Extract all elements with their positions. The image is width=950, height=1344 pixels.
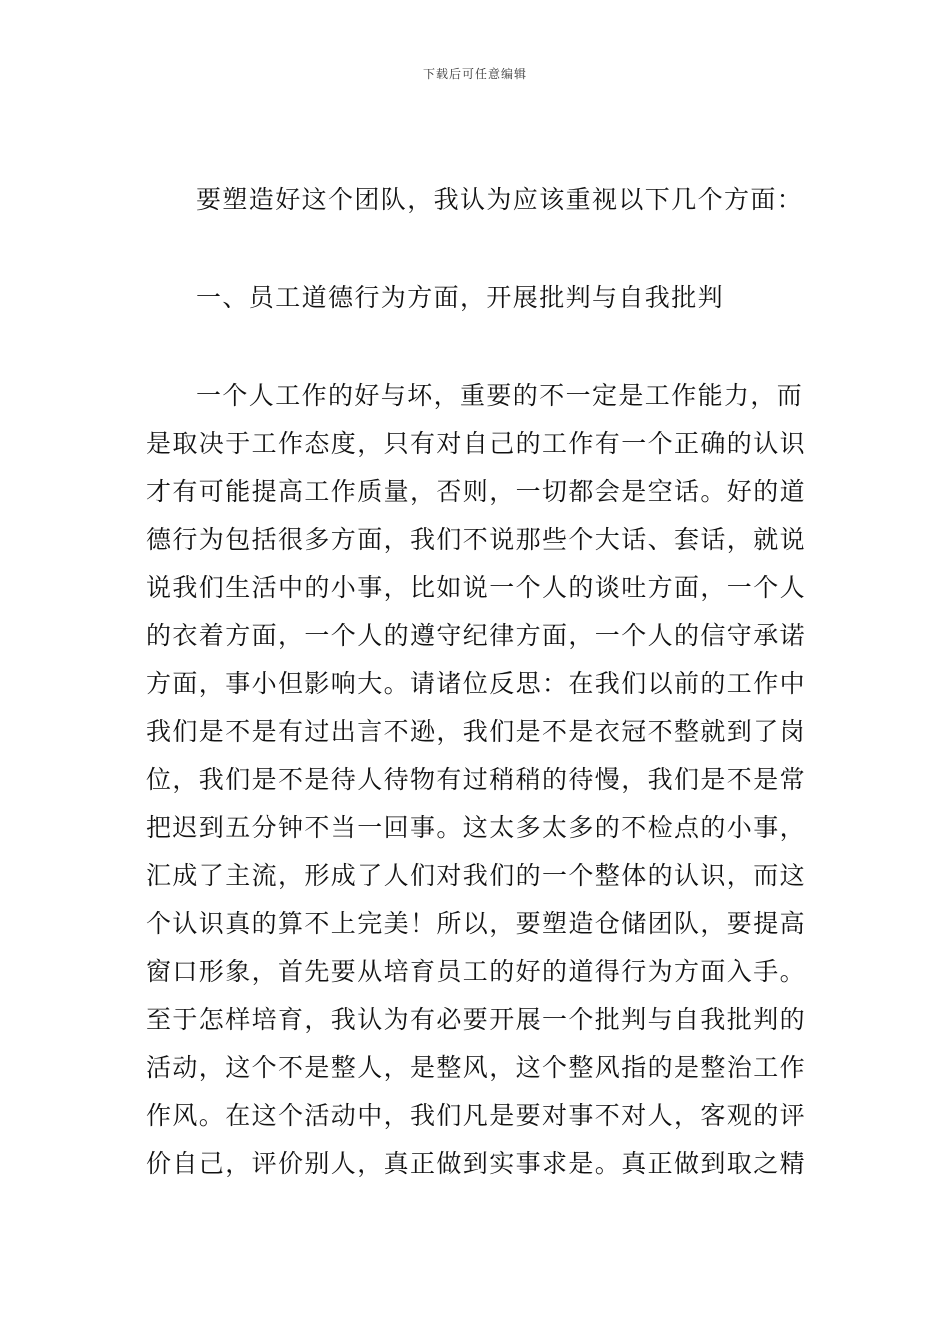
section-title: 一、员工道德行为方面，开展批判与自我批判 bbox=[196, 283, 725, 312]
paragraph-line: 汇成了主流，形成了人们对我们的一个整体的认识，而这 bbox=[146, 861, 807, 890]
paragraph-line: 个认识真的算不上完美！所以，要塑造仓储团队，要提高 bbox=[146, 909, 807, 938]
paragraph-line: 是取决于工作态度，只有对自己的工作有一个正确的认识 bbox=[146, 429, 807, 458]
paragraph-line: 一个人工作的好与坏，重要的不一定是工作能力，而 bbox=[196, 381, 804, 410]
paragraph-line: 的衣着方面，一个人的遵守纪律方面，一个人的信守承诺 bbox=[146, 621, 807, 650]
paragraph-line: 说我们生活中的小事，比如说一个人的谈吐方面，一个人 bbox=[146, 573, 807, 602]
page-header-note: 下载后可任意编辑 bbox=[422, 67, 527, 81]
paragraph-line: 作风。在这个活动中，我们凡是要对事不对人，客观的评 bbox=[146, 1101, 807, 1130]
paragraph-line: 位，我们是不是待人待物有过稍稍的待慢，我们是不是常 bbox=[146, 765, 807, 794]
paragraph-line: 把迟到五分钟不当一回事。这太多太多的不检点的小事， bbox=[146, 813, 807, 842]
paragraph-line: 方面，事小但影响大。请诸位反思：在我们以前的工作中 bbox=[146, 669, 807, 698]
paragraph-line: 活动，这个不是整人，是整风，这个整风指的是整治工作 bbox=[146, 1053, 807, 1082]
document-body bbox=[146, 176, 806, 1188]
paragraph-line: 价自己，评价别人，真正做到实事求是。真正做到取之精 bbox=[146, 1149, 807, 1178]
paragraph-line: 德行为包括很多方面，我们不说那些个大话、套话，就说 bbox=[146, 525, 807, 554]
paragraph-line: 至于怎样培育，我认为有必要开展一个批判与自我批判的 bbox=[146, 1005, 807, 1034]
paragraph-line: 我们是不是有过出言不逊，我们是不是衣冠不整就到了岗 bbox=[146, 717, 807, 746]
paragraph-line: 才有可能提高工作质量，否则，一切都会是空话。好的道 bbox=[146, 477, 807, 506]
intro-line: 要塑造好这个团队，我认为应该重视以下几个方面： bbox=[196, 185, 804, 214]
body-paragraph bbox=[146, 372, 806, 1188]
paragraph-line: 窗口形象，首先要从培育员工的好的道得行为方面入手。 bbox=[146, 957, 807, 986]
